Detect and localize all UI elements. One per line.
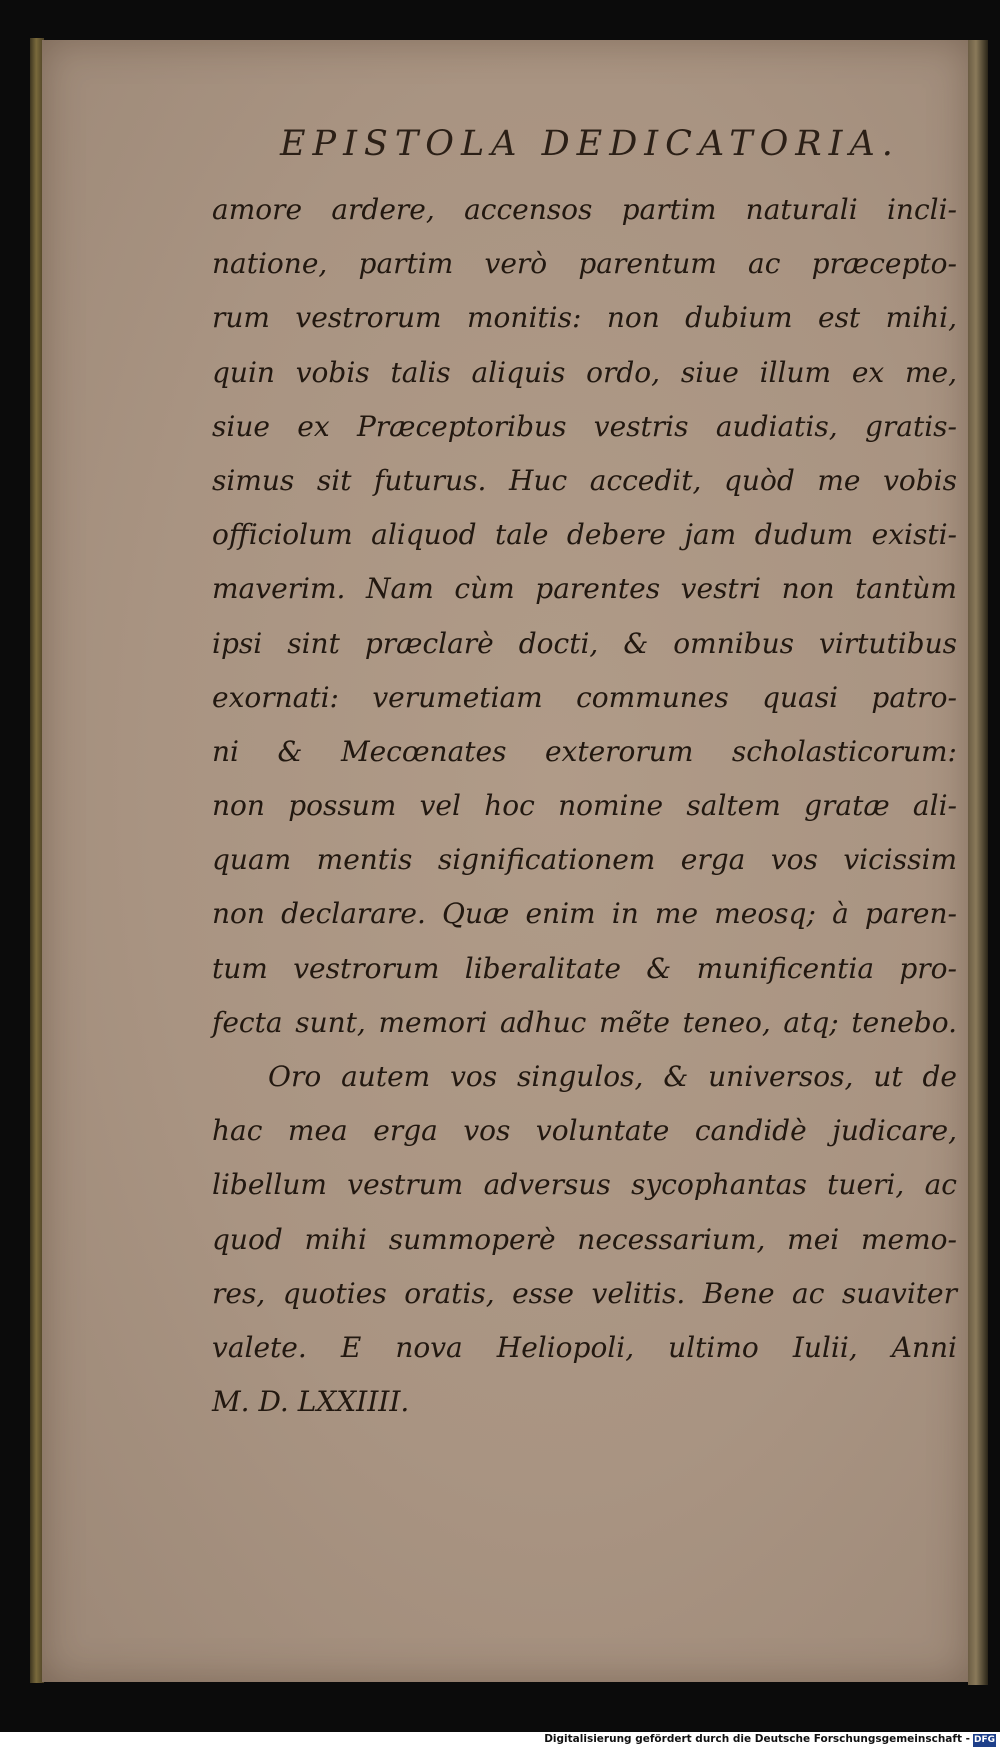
text-line: fecta sunt, memori adhuc mẽte teneo, atq; tenebo. <box>212 1005 957 1039</box>
footer-credit: Digitalisierung gefördert durch die Deutsche Forschungsgemeinschaft - <box>544 1733 970 1745</box>
text-line: libellum vestrum adversus sycophantas tueri, ac <box>212 1168 957 1202</box>
text-line: officiolum aliquod tale debere jam dudum existi- <box>212 518 957 552</box>
text-line: res, quoties oratis, esse velitis. Bene ac suaviter <box>212 1276 957 1310</box>
text-line: quod mihi summoperè necessarium, mei memo- <box>212 1222 957 1256</box>
text-line: siue ex Præceptoribus vestris audiatis, gratis- <box>212 409 957 443</box>
page-fore-edge <box>968 40 988 1685</box>
text-line: amore ardere, accensos partim naturali incli- <box>212 193 957 226</box>
text-line: quin vobis talis aliquis ordo, siue illum ex me, <box>212 355 957 389</box>
text-line: Oro autem vos singulos, & universos, ut de <box>268 1060 957 1093</box>
text-line: maverim. Nam cùm parentes vestri non tantùm <box>212 572 957 606</box>
text-line: exornati: verumetiam communes quasi patro- <box>212 680 957 714</box>
text-line: valete. E nova Heliopoli, ultimo Iulii, Anni <box>212 1330 957 1364</box>
text-line: simus sit futurus. Huc accedit, quòd me vobis <box>212 463 957 497</box>
text-line: quam mentis significationem erga vos vicissim <box>212 843 957 877</box>
dfg-logo-icon: DFG <box>973 1735 995 1745</box>
text-line: non possum vel hoc nomine saltem gratæ ali- <box>212 789 957 823</box>
running-head: EPISTOLA DEDICATORIA. <box>280 124 900 164</box>
text-line: ipsi sint præclarè docti, & omnibus virtutibus <box>212 626 957 660</box>
text-line: non declarare. Quæ enim in me meosq; à paren- <box>212 897 957 931</box>
text-line: rum vestrorum monitis: non dubium est mihi, <box>212 301 957 335</box>
text-line: M. D. LXXIIII. <box>212 1385 410 1419</box>
text-line: natione, partim verò parentum ac præcepto- <box>212 247 957 281</box>
text-line: tum vestrorum liberalitate & munificentia pro- <box>212 951 957 985</box>
text-line: ni & Mecœnates exterorum scholasticorum: <box>212 734 957 768</box>
text-line: hac mea erga vos voluntate candidè judicare, <box>212 1114 957 1148</box>
body-text <box>212 183 957 1429</box>
